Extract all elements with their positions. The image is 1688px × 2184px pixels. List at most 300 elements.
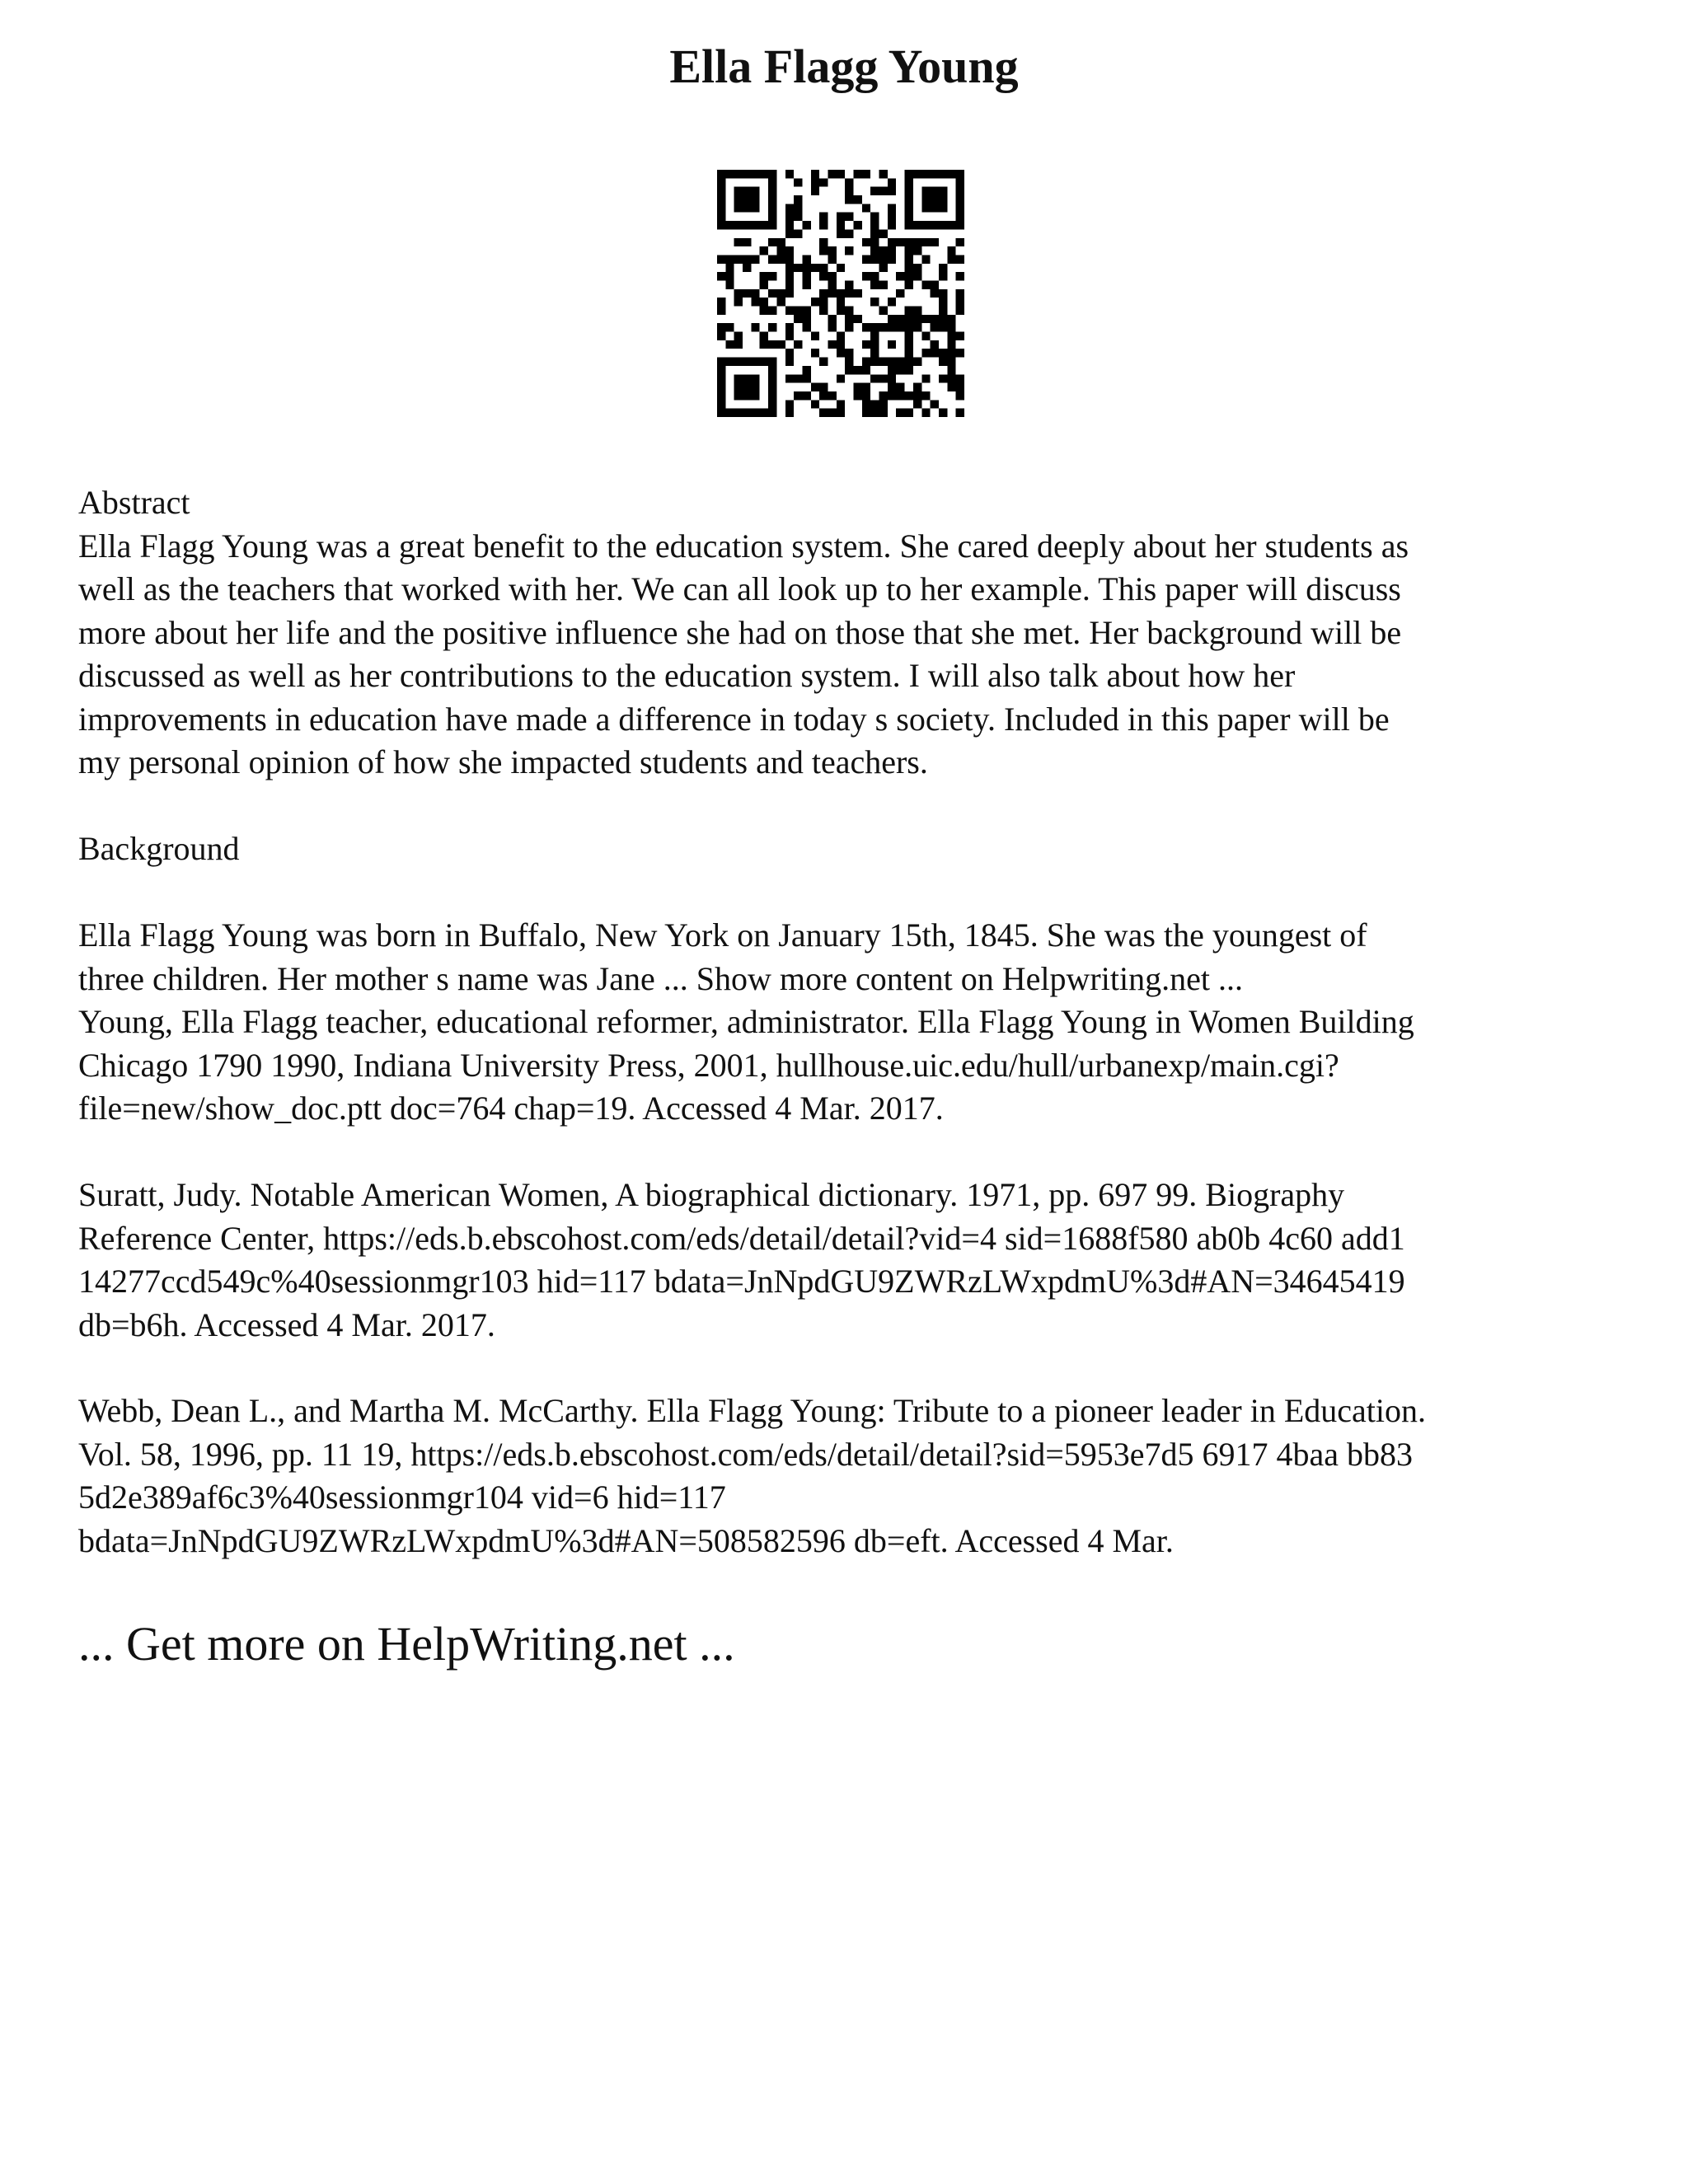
qr-module (862, 323, 870, 331)
qr-module (939, 349, 947, 357)
qr-module (734, 170, 743, 178)
qr-module (776, 238, 785, 246)
qr-module (947, 246, 955, 255)
qr-module (905, 213, 913, 221)
qr-module (888, 246, 896, 255)
qr-module (725, 221, 734, 229)
qr-module (734, 289, 743, 298)
qr-module (931, 349, 939, 357)
qr-module (879, 246, 888, 255)
qr-module (734, 298, 743, 306)
qr-module (794, 315, 802, 323)
qr-module (751, 289, 759, 298)
qr-module (931, 289, 939, 298)
qr-module (828, 391, 836, 400)
qr-module (931, 280, 939, 288)
qr-module (896, 289, 904, 298)
reference-line: Suratt, Judy. Notable American Women, A biographical dictionary. 1971, pp. 697 99. Biography (78, 1176, 1345, 1213)
qr-module (879, 400, 888, 408)
qr-module (802, 391, 810, 400)
qr-module (751, 170, 759, 178)
qr-module (879, 187, 888, 195)
qr-module (921, 374, 930, 382)
qr-module (794, 204, 802, 212)
qr-module (870, 213, 879, 221)
qr-module (921, 221, 930, 229)
qr-module (931, 400, 939, 408)
qr-module (905, 366, 913, 374)
qr-module (819, 358, 828, 366)
qr-module (956, 255, 964, 263)
reference-line: Young, Ella Flagg teacher, educational reformer, administrator. Ella Flagg Young in Women Building (78, 1003, 1414, 1040)
qr-module (743, 187, 751, 195)
qr-module (896, 366, 904, 374)
qr-module (879, 170, 888, 178)
qr-module (939, 358, 947, 366)
qr-module (845, 246, 853, 255)
qr-module (717, 170, 725, 178)
qr-code-image (717, 170, 964, 417)
qr-module (837, 340, 845, 349)
qr-module (811, 383, 819, 391)
qr-module (913, 323, 921, 331)
qr-module (828, 409, 836, 417)
qr-module (743, 409, 751, 417)
qr-module (854, 366, 862, 374)
qr-module (743, 238, 751, 246)
qr-module (939, 195, 947, 204)
qr-module (828, 315, 836, 323)
qr-module (725, 255, 734, 263)
qr-module (785, 332, 794, 340)
reference-line: db=b6h. Accessed 4 Mar. 2017. (78, 1305, 495, 1343)
qr-module (870, 187, 879, 195)
qr-module (956, 204, 964, 212)
qr-module (845, 178, 853, 186)
qr-module (888, 298, 896, 306)
qr-module (947, 221, 955, 229)
abstract-line: more about her life and the positive influence she had on those that she met. Her background will be (78, 613, 1402, 651)
reference-line: Reference Center, https://eds.b.ebscohost.com/eds/detail/detail?vid=4 sid=1688f580 ab0b 4c60 add1 (78, 1219, 1405, 1257)
qr-module (947, 332, 955, 340)
qr-module (776, 246, 785, 255)
document-title: Ella Flagg Young (669, 40, 1019, 93)
qr-module (785, 246, 794, 255)
qr-module (913, 170, 921, 178)
qr-module (931, 204, 939, 212)
qr-module (794, 307, 802, 315)
qr-module (802, 264, 810, 272)
qr-module (760, 409, 768, 417)
qr-module (760, 298, 768, 306)
qr-module (845, 229, 853, 237)
qr-module (888, 374, 896, 382)
qr-module (845, 323, 853, 331)
qr-module (862, 204, 870, 212)
qr-module (862, 358, 870, 366)
qr-module (785, 213, 794, 221)
abstract-line: discussed as well as her contributions to the education system. I will also talk about how her (78, 657, 1296, 694)
qr-module (751, 204, 759, 212)
qr-module (819, 178, 828, 186)
qr-module (905, 315, 913, 323)
qr-module (854, 289, 862, 298)
qr-module (905, 332, 913, 340)
qr-module (837, 229, 845, 237)
qr-module (760, 280, 768, 288)
qr-module (956, 349, 964, 357)
qr-module (947, 170, 955, 178)
qr-module (931, 238, 939, 246)
qr-module (947, 383, 955, 391)
qr-module (870, 298, 879, 306)
qr-module (785, 204, 794, 212)
qr-module (888, 323, 896, 331)
qr-module (768, 255, 776, 263)
qr-module (931, 221, 939, 229)
qr-module (854, 170, 862, 178)
qr-module (743, 195, 751, 204)
reference-line: 14277ccd549c%40sessionmgr103 hid=117 bdata=JnNpdGU9ZWRzLWxpdmU%3d#AN=34645419 (78, 1263, 1405, 1300)
qr-module (870, 332, 879, 340)
qr-module (760, 272, 768, 280)
qr-module (802, 307, 810, 315)
abstract-line: Ella Flagg Young was a great benefit to the education system. She cared deeply about her students as (78, 527, 1409, 565)
qr-module (905, 187, 913, 195)
qr-module (819, 213, 828, 221)
qr-module (956, 332, 964, 340)
qr-module (913, 358, 921, 366)
reference-line: bdata=JnNpdGU9ZWRzLWxpdmU%3d#AN=508582596 db=eft. Accessed 4 Mar. (78, 1521, 1174, 1559)
qr-module (905, 178, 913, 186)
qr-module (717, 195, 725, 204)
qr-module (717, 383, 725, 391)
qr-module (862, 340, 870, 349)
qr-module (743, 383, 751, 391)
qr-module (785, 264, 794, 272)
reference-line: Vol. 58, 1996, pp. 11 19, https://eds.b.ebscohost.com/eds/detail/detail?sid=5953e7d5 6917 4baa bb83 (78, 1435, 1414, 1473)
qr-module (931, 315, 939, 323)
qr-module (862, 366, 870, 374)
background-line: Ella Flagg Young was born in Buffalo, New York on January 15th, 1845. She was the youngest of (78, 916, 1367, 954)
qr-module (888, 178, 896, 186)
qr-module (862, 383, 870, 391)
qr-module (811, 170, 819, 178)
qr-module (734, 383, 743, 391)
qr-module (785, 323, 794, 331)
qr-module (837, 409, 845, 417)
qr-module (743, 374, 751, 382)
qr-module (802, 315, 810, 323)
qr-module (854, 221, 862, 229)
qr-module (751, 187, 759, 195)
qr-module (947, 340, 955, 349)
qr-module (888, 221, 896, 229)
qr-module (913, 315, 921, 323)
get-more-link[interactable]: ... Get more on HelpWriting.net ... (78, 1617, 735, 1671)
qr-module (794, 213, 802, 221)
qr-module (870, 349, 879, 357)
qr-module (921, 315, 930, 323)
qr-module (837, 307, 845, 315)
qr-module (845, 195, 853, 204)
qr-module (862, 391, 870, 400)
qr-module (905, 246, 913, 255)
qr-module (870, 409, 879, 417)
qr-module (896, 383, 904, 391)
qr-module (913, 307, 921, 315)
qr-module (811, 400, 819, 408)
qr-module (734, 358, 743, 366)
qr-module (794, 340, 802, 349)
qr-module (905, 349, 913, 357)
qr-module (785, 221, 794, 229)
qr-module (819, 246, 828, 255)
qr-module (956, 391, 964, 400)
qr-module (751, 374, 759, 382)
qr-module (768, 213, 776, 221)
qr-module (768, 187, 776, 195)
qr-module (717, 255, 725, 263)
qr-module (768, 238, 776, 246)
qr-module (879, 391, 888, 400)
abstract-heading: Abstract (78, 484, 190, 521)
qr-module (896, 409, 904, 417)
qr-module (837, 264, 845, 272)
qr-module (879, 229, 888, 237)
qr-module (717, 374, 725, 382)
abstract-line: my personal opinion of how she impacted students and teachers. (78, 743, 928, 780)
qr-module (845, 187, 853, 195)
qr-module (768, 221, 776, 229)
qr-module (725, 323, 734, 331)
qr-module (819, 272, 828, 280)
qr-module (956, 409, 964, 417)
qr-module (913, 246, 921, 255)
qr-module (802, 255, 810, 263)
qr-module (828, 170, 836, 178)
qr-module (768, 358, 776, 366)
qr-module (896, 238, 904, 246)
background-heading-block (78, 827, 1644, 871)
qr-module (743, 391, 751, 400)
qr-module (743, 170, 751, 178)
qr-module (734, 374, 743, 382)
qr-module (725, 272, 734, 280)
qr-module (921, 187, 930, 195)
qr-module (870, 238, 879, 246)
qr-module (905, 409, 913, 417)
qr-module (854, 383, 862, 391)
qr-module (939, 289, 947, 298)
qr-module (768, 323, 776, 331)
qr-module (854, 195, 862, 204)
qr-module (905, 255, 913, 263)
qr-module (921, 349, 930, 357)
qr-module (905, 307, 913, 315)
qr-module (879, 264, 888, 272)
qr-module (913, 391, 921, 400)
qr-module (717, 213, 725, 221)
qr-module (819, 391, 828, 400)
qr-module (921, 195, 930, 204)
qr-module (888, 238, 896, 246)
qr-module (870, 280, 879, 288)
qr-module (947, 315, 955, 323)
qr-module (717, 178, 725, 186)
qr-module (837, 298, 845, 306)
qr-module (785, 374, 794, 382)
qr-module (905, 340, 913, 349)
qr-module (734, 204, 743, 212)
qr-module (794, 391, 802, 400)
qr-module (905, 391, 913, 400)
qr-module (794, 195, 802, 204)
qr-module (939, 298, 947, 306)
qr-module (879, 323, 888, 331)
qr-module (931, 323, 939, 331)
qr-module (879, 409, 888, 417)
qr-module (743, 221, 751, 229)
qr-module (879, 374, 888, 382)
qr-module (896, 391, 904, 400)
qr-module (947, 358, 955, 366)
qr-module (947, 349, 955, 357)
qr-module (802, 366, 810, 374)
qr-module (939, 323, 947, 331)
qr-module (819, 409, 828, 417)
qr-module (785, 255, 794, 263)
qr-module (931, 195, 939, 204)
qr-module (717, 323, 725, 331)
qr-module (776, 298, 785, 306)
qr-module (811, 298, 819, 306)
qr-module (743, 264, 751, 272)
qr-module (725, 409, 734, 417)
qr-module (725, 358, 734, 366)
qr-module (939, 374, 947, 382)
qr-module (776, 289, 785, 298)
qr-module (717, 409, 725, 417)
qr-module (794, 264, 802, 272)
qr-module (768, 366, 776, 374)
qr-module (905, 204, 913, 212)
qr-module (794, 178, 802, 186)
qr-module (717, 332, 725, 340)
qr-module (802, 323, 810, 331)
qr-module (921, 280, 930, 288)
qr-module (819, 221, 828, 229)
qr-module (717, 358, 725, 366)
qr-module (819, 238, 828, 246)
qr-module (879, 280, 888, 288)
background-line: three children. Her mother s name was Jane ... Show more content on Helpwriting.net ... (78, 959, 1243, 997)
qr-module (717, 366, 725, 374)
qr-module (734, 195, 743, 204)
qr-module (837, 332, 845, 340)
qr-module (743, 255, 751, 263)
qr-module (896, 315, 904, 323)
qr-module (768, 204, 776, 212)
qr-module (905, 238, 913, 246)
qr-module (845, 289, 853, 298)
qr-module (785, 229, 794, 237)
qr-module (845, 366, 853, 374)
qr-module (956, 187, 964, 195)
qr-module (879, 358, 888, 366)
qr-module (921, 238, 930, 246)
qr-module (905, 358, 913, 366)
qr-module (845, 307, 853, 315)
qr-module (862, 400, 870, 408)
qr-module (785, 289, 794, 298)
qr-module (947, 366, 955, 374)
qr-module (947, 374, 955, 382)
qr-module (828, 289, 836, 298)
qr-module (743, 204, 751, 212)
qr-module (785, 400, 794, 408)
qr-module (725, 264, 734, 272)
qr-module (828, 272, 836, 280)
qr-module (768, 272, 776, 280)
qr-module (751, 383, 759, 391)
qr-module (734, 238, 743, 246)
qr-module (785, 349, 794, 357)
qr-module (785, 409, 794, 417)
qr-module (956, 298, 964, 306)
qr-module (768, 391, 776, 400)
qr-module (776, 340, 785, 349)
qr-module (921, 332, 930, 340)
qr-module (717, 187, 725, 195)
qr-module (862, 255, 870, 263)
qr-module (956, 272, 964, 280)
qr-module (888, 383, 896, 391)
qr-module (845, 358, 853, 366)
qr-module (888, 391, 896, 400)
qr-module (768, 170, 776, 178)
reference-suratt (78, 1174, 1644, 1347)
background-heading: Background (78, 830, 240, 867)
qr-module (921, 170, 930, 178)
qr-module (734, 391, 743, 400)
qr-module (921, 409, 930, 417)
qr-module (870, 246, 879, 255)
qr-module (819, 264, 828, 272)
qr-module (725, 170, 734, 178)
qr-module (717, 204, 725, 212)
qr-module (760, 358, 768, 366)
qr-module (939, 170, 947, 178)
reference-webb (78, 1390, 1644, 1563)
qr-module (862, 409, 870, 417)
qr-module (811, 187, 819, 195)
qr-module (921, 255, 930, 263)
qr-module (717, 400, 725, 408)
qr-module (760, 307, 768, 315)
qr-module (870, 221, 879, 229)
qr-module (956, 195, 964, 204)
qr-module (913, 238, 921, 246)
qr-module (862, 238, 870, 246)
qr-module (734, 221, 743, 229)
abstract-section (78, 481, 1644, 785)
qr-module (717, 272, 725, 280)
qr-module (751, 195, 759, 204)
qr-module (768, 195, 776, 204)
qr-module (819, 383, 828, 391)
qr-module (905, 221, 913, 229)
